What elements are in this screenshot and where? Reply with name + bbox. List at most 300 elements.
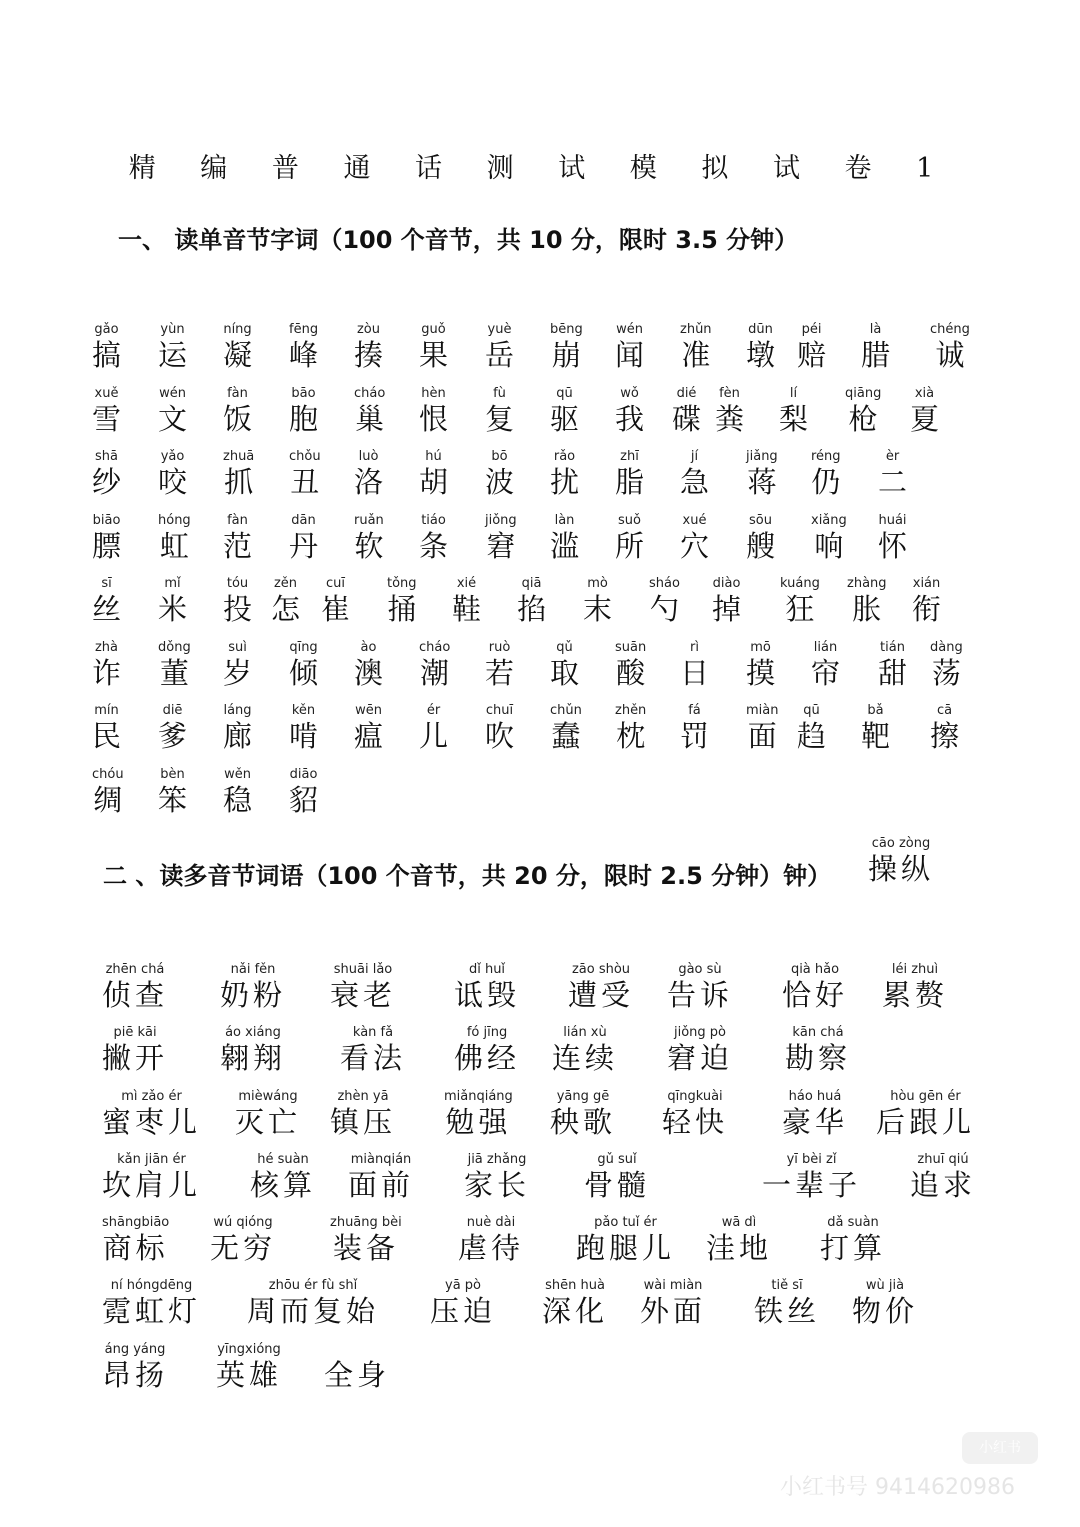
pinyin: zhī: [620, 449, 639, 464]
hanzi: 镇压: [330, 1104, 397, 1139]
pinyin: chǒu: [289, 449, 321, 464]
pinyin: áo xiáng: [225, 1025, 281, 1041]
hanzi: 恨: [419, 401, 449, 436]
pinyin: yǎo: [160, 449, 185, 464]
hanzi: 二: [878, 465, 908, 499]
syllable-entry: [158, 322, 187, 372]
word-entry: [542, 1278, 608, 1328]
syllable-entry: [550, 640, 579, 690]
pinyin: mì zǎo ér: [121, 1088, 182, 1104]
syllable-entry: [930, 322, 970, 372]
word-entry: [330, 962, 396, 1012]
syllable-entry: [92, 322, 121, 372]
pinyin: dǐ huǐ: [468, 962, 506, 977]
syllable-entry: [878, 449, 907, 499]
word-entry: [882, 962, 948, 1012]
syllable-entry: [910, 386, 939, 436]
hanzi: 佛经: [454, 1041, 521, 1076]
hanzi: 诋毁: [454, 978, 521, 1012]
syllable-entry: [485, 640, 514, 690]
hanzi: 脂: [615, 465, 645, 499]
pinyin: xuě: [94, 385, 119, 401]
pinyin: sī: [101, 576, 112, 591]
hanzi: 仍: [811, 465, 841, 499]
pinyin: qū: [803, 703, 820, 718]
pinyin: zhuā: [223, 449, 255, 464]
syllable-entry: [289, 449, 321, 499]
word-entry: [782, 962, 848, 1012]
hanzi: 岁: [223, 655, 253, 690]
pinyin: qǔ: [556, 639, 573, 655]
hanzi: 豪华: [782, 1104, 849, 1139]
pinyin: zěn: [273, 576, 298, 591]
word-entry: [250, 1152, 316, 1202]
hanzi: 稳: [223, 782, 253, 817]
pinyin: chuī: [485, 703, 514, 718]
word-entry: [464, 1152, 530, 1202]
hanzi: 核算: [250, 1167, 317, 1202]
pinyin: zhèn yā: [337, 1088, 389, 1104]
hanzi: 末: [583, 592, 613, 626]
word-entry: [576, 1215, 675, 1265]
syllable-entry: [746, 513, 775, 563]
pinyin: sháo: [649, 576, 680, 591]
pinyin: yī bèi zǐ: [786, 1151, 837, 1167]
pinyin: rì: [690, 639, 699, 655]
pinyin: hú: [425, 449, 442, 464]
pinyin: réng: [811, 449, 841, 464]
pinyin: fēng: [289, 322, 319, 337]
syllable-entry: [485, 449, 514, 499]
syllable-entry: [92, 703, 121, 753]
syllable-entry: [92, 576, 121, 626]
syllable-entry: [354, 513, 384, 563]
pinyin: láng: [223, 703, 252, 718]
word-entry: [876, 1089, 975, 1139]
syllable-entry: [92, 449, 121, 499]
hanzi: 衔: [912, 592, 942, 626]
hanzi: 恰好: [782, 978, 849, 1012]
hanzi: 甜: [878, 655, 908, 690]
pinyin: zhà: [94, 639, 119, 655]
pinyin: dàng: [930, 639, 963, 655]
pinyin: fù: [493, 385, 506, 401]
word-entry: [102, 1089, 201, 1139]
hanzi: 潮: [420, 655, 450, 690]
word-entry: [220, 1025, 286, 1075]
pinyin: hé suàn: [257, 1151, 309, 1167]
syllable-entry: [746, 703, 778, 753]
pinyin: luò: [358, 449, 379, 464]
hanzi: 果: [419, 338, 449, 372]
hanzi: 瘟: [354, 719, 384, 753]
pinyin: háo huá: [788, 1088, 842, 1104]
syllable-entry: [419, 640, 450, 690]
syllable-entry: [354, 703, 383, 753]
pinyin: miànqián: [350, 1151, 412, 1167]
pinyin: áng yáng: [104, 1341, 166, 1357]
syllable-entry: [158, 449, 187, 499]
word-entry: [340, 1025, 406, 1075]
syllable-entry: [615, 640, 646, 690]
syllable-entry: [223, 640, 252, 690]
hanzi: 追求: [910, 1167, 977, 1202]
pinyin: wù jià: [865, 1278, 905, 1294]
pinyin: tiáo: [421, 512, 446, 528]
pinyin: mièwáng: [238, 1088, 298, 1104]
hanzi: 穴: [680, 528, 710, 563]
syllable-entry: [223, 576, 252, 626]
pinyin: yuè: [487, 322, 512, 337]
syllable-entry: [419, 513, 448, 563]
hanzi: 掐: [517, 592, 547, 626]
pinyin: ruò: [488, 639, 511, 655]
pinyin: huái: [878, 512, 907, 528]
syllable-entry: [419, 449, 448, 499]
syllable-entry: [550, 386, 579, 436]
hanzi: 胡: [419, 465, 449, 499]
syllable-entry: [485, 703, 514, 753]
hanzi: 爹: [158, 719, 188, 753]
hanzi: 枪: [848, 401, 878, 436]
hanzi: 巢: [355, 401, 385, 436]
pinyin: mō: [750, 639, 771, 655]
pinyin: zhàng: [847, 576, 887, 591]
syllable-entry: [680, 703, 709, 753]
syllable-entry: [289, 322, 318, 372]
hanzi: 貂: [289, 782, 319, 817]
hanzi: 波: [485, 465, 515, 499]
pinyin: zhōu ér fù shǐ: [268, 1278, 358, 1294]
hanzi: 日: [680, 655, 710, 690]
pinyin: tiě sī: [771, 1278, 803, 1294]
word-entry: [330, 1215, 402, 1265]
hanzi: 丹: [289, 528, 319, 563]
hanzi: 无穷: [210, 1231, 277, 1266]
syllable-entry: [649, 576, 680, 626]
syllable-entry: [779, 386, 808, 436]
hanzi: 周而复始: [247, 1294, 380, 1329]
hanzi: 一辈子: [762, 1167, 862, 1202]
syllable-entry: [92, 767, 124, 817]
word-entry: [852, 1278, 918, 1328]
pinyin: péi: [801, 322, 822, 337]
hanzi: 擦: [930, 719, 960, 753]
pinyin: bāo: [291, 385, 316, 401]
word-entry: [102, 962, 168, 1012]
hanzi: 遭受: [568, 978, 635, 1012]
hanzi: 枕: [616, 719, 646, 753]
syllable-entry: [797, 322, 826, 372]
syllable-entry: [845, 386, 881, 436]
pinyin: lí: [789, 385, 798, 401]
hanzi: 响: [814, 528, 844, 563]
word-entry: [210, 1215, 276, 1265]
hanzi: 灭亡: [235, 1104, 302, 1139]
hanzi: 膘: [92, 528, 122, 563]
hanzi: 面前: [348, 1167, 415, 1202]
hanzi: 条: [419, 528, 449, 563]
pinyin: dǎ suàn: [827, 1215, 879, 1231]
pinyin: gǔ suǐ: [597, 1151, 637, 1167]
hanzi: 连续: [552, 1041, 619, 1076]
syllable-entry: [223, 386, 252, 436]
pinyin: xué: [682, 512, 707, 528]
syllable-entry: [223, 767, 252, 817]
hanzi: 昂扬: [102, 1357, 169, 1392]
syllable-entry: [811, 513, 847, 563]
pinyin: dǒng: [158, 639, 191, 655]
hanzi: 秧歌: [550, 1104, 617, 1139]
hanzi: 跑腿儿: [576, 1231, 676, 1266]
hanzi: 胞: [289, 401, 319, 436]
hanzi: 商标: [102, 1231, 169, 1266]
hanzi: 艘: [746, 528, 776, 563]
word-entry: [910, 1152, 976, 1202]
pinyin: gǎo: [94, 322, 119, 337]
hanzi: 民: [92, 719, 122, 753]
hanzi: 岳: [485, 338, 515, 372]
hanzi: 勉强: [445, 1104, 512, 1139]
syllable-entry: [92, 640, 121, 690]
pinyin: wā dì: [721, 1215, 757, 1231]
watermark-text: 小红书号 9414620986: [780, 1475, 1015, 1500]
pinyin: jiǎng: [746, 449, 778, 464]
pinyin: bō: [491, 449, 508, 464]
pinyin: cā: [936, 703, 953, 718]
syllable-entry: [92, 513, 121, 563]
pinyin: jiā zhǎng: [467, 1151, 527, 1167]
syllable-entry: [746, 640, 775, 690]
pinyin: qīngkuài: [667, 1088, 723, 1104]
syllable-entry: [583, 576, 612, 626]
hanzi: 蠢: [551, 719, 581, 753]
syllable-entry: [223, 513, 252, 563]
hanzi: 运: [158, 338, 188, 372]
word-entry: [552, 1025, 618, 1075]
pinyin: cuī: [326, 576, 345, 591]
pinyin: wěn: [224, 766, 251, 782]
hanzi: 雪: [92, 401, 122, 436]
hanzi: 怀: [878, 528, 908, 563]
hanzi: 窘: [486, 528, 516, 563]
hanzi: 凝: [223, 338, 253, 372]
hanzi: 狂: [785, 592, 815, 626]
hanzi: 洛: [354, 465, 384, 499]
pinyin: bèn: [160, 766, 185, 782]
hanzi: 夏: [910, 401, 940, 436]
syllable-entry: [847, 576, 887, 626]
pinyin: dān: [291, 512, 316, 528]
word-entry: [102, 1215, 169, 1265]
word-entry: [667, 962, 733, 1012]
word-entry: [706, 1215, 772, 1265]
hanzi: 滥: [550, 528, 580, 563]
hanzi: 怎: [271, 592, 301, 626]
pinyin: hèn: [421, 385, 446, 401]
hanzi: 铁丝: [754, 1294, 821, 1329]
pinyin: qià hǎo: [790, 962, 840, 977]
hanzi: 我: [615, 401, 645, 436]
pinyin: xián: [912, 576, 941, 591]
word-entry: [102, 1342, 168, 1392]
pinyin: mò: [587, 576, 608, 591]
word-entry: [667, 1025, 733, 1075]
hanzi: 告诉: [667, 978, 734, 1012]
pinyin: fàn: [227, 512, 248, 528]
pinyin: jí: [690, 449, 699, 464]
pinyin: yā pò: [445, 1278, 481, 1294]
syllable-entry: [811, 449, 841, 499]
pinyin: qīng: [289, 639, 318, 655]
hanzi: 洼地: [706, 1231, 773, 1266]
syllable-entry: [615, 513, 644, 563]
section1-heading: 一、 读单音节字词（100 个音节，共 10 分，限时 3.5 分钟）: [118, 226, 799, 254]
pinyin: là: [869, 322, 882, 337]
hanzi: 奶粉: [220, 978, 287, 1012]
syllable-entry: [930, 640, 963, 690]
pinyin: wén: [616, 322, 643, 337]
pinyin: yùn: [160, 322, 185, 337]
pinyin: èr: [885, 449, 900, 464]
hanzi: 罚: [680, 719, 710, 753]
syllable-entry: [550, 513, 579, 563]
section2-extra-word: [868, 836, 934, 886]
syllable-entry: [158, 640, 191, 690]
pinyin: qiā: [521, 576, 542, 591]
syllable-entry: [861, 322, 890, 372]
pinyin: mín: [94, 703, 119, 718]
syllable-entry: [715, 386, 744, 436]
pinyin: jiǒng pò: [674, 1025, 727, 1041]
word-entry: [220, 962, 286, 1012]
word-entry: [785, 1025, 851, 1075]
syllable-entry: [321, 576, 350, 626]
hanzi: 胀: [852, 592, 882, 626]
word-entry: [348, 1152, 414, 1202]
hanzi: 全身: [324, 1357, 391, 1392]
pinyin: kuáng: [780, 576, 820, 591]
syllable-entry: [223, 703, 252, 753]
hanzi: 搞: [92, 338, 122, 372]
pinyin: bǎ: [867, 703, 884, 718]
pinyin: wǒ: [620, 385, 639, 401]
pinyin: xià: [914, 385, 935, 401]
syllable-entry: [289, 640, 318, 690]
pinyin: mǐ: [164, 576, 181, 591]
pinyin: chóu: [92, 766, 124, 782]
pinyin: wēn: [355, 703, 382, 718]
hanzi: 窘迫: [667, 1041, 734, 1076]
section2-heading: 二 、读多音节词语（100 个音节，共 20 分，限时 2.5 分钟）钟）: [103, 862, 832, 890]
pinyin: guǒ: [421, 322, 446, 337]
pinyin: miàn: [746, 703, 779, 718]
pinyin: hòu gēn ér: [890, 1088, 961, 1104]
word-entry: [754, 1278, 820, 1328]
pinyin: hóng: [158, 512, 191, 528]
hanzi: 准: [681, 338, 711, 372]
hanzi: 饭: [223, 401, 253, 436]
hanzi: 赔: [797, 338, 827, 372]
hanzi: 复: [485, 401, 515, 436]
hanzi: 趋: [797, 719, 827, 753]
pinyin: zòu: [356, 322, 381, 337]
hanzi: 虹: [159, 528, 189, 563]
pinyin: pǎo tuǐ ér: [594, 1215, 657, 1231]
pinyin: diào: [712, 576, 741, 591]
hanzi: 侦查: [102, 978, 169, 1012]
word-entry: [454, 1025, 520, 1075]
hanzi: 投: [223, 592, 253, 626]
pinyin: cāo zòng: [871, 836, 931, 851]
pinyin: ní hóngdēng: [110, 1278, 193, 1294]
syllable-entry: [712, 576, 741, 626]
word-entry: [568, 962, 634, 1012]
syllable-entry: [912, 576, 941, 626]
hanzi: 虐待: [458, 1231, 525, 1266]
hanzi: 家长: [464, 1167, 531, 1202]
pinyin: nǎi fěn: [230, 962, 276, 977]
hanzi: 打算: [820, 1231, 887, 1266]
syllable-entry: [289, 703, 318, 753]
pinyin: cháo: [419, 639, 451, 655]
syllable-entry: [223, 322, 252, 372]
hanzi: 廊: [223, 719, 253, 753]
hanzi: 丝: [92, 592, 122, 626]
syllable-entry: [615, 322, 644, 372]
syllable-entry: [878, 513, 907, 563]
word-entry: [662, 1089, 728, 1139]
pinyin: piē kāi: [113, 1025, 157, 1041]
hanzi: 诈: [92, 655, 122, 690]
hanzi: 闻: [615, 338, 645, 372]
syllable-entry: [354, 449, 383, 499]
pinyin: léi zhuì: [891, 962, 939, 977]
hanzi: 驱: [550, 401, 580, 436]
pinyin: fó jīng: [466, 1025, 508, 1041]
pinyin: kàn fǎ: [352, 1025, 394, 1041]
word-entry: [102, 1152, 201, 1202]
pinyin: [324, 1342, 390, 1358]
word-entry: [454, 962, 520, 1012]
hanzi: 酸: [616, 655, 646, 690]
hanzi: 轻快: [662, 1104, 729, 1139]
pinyin: níng: [223, 322, 252, 337]
hanzi: 咬: [158, 465, 188, 499]
syllable-entry: [354, 386, 385, 436]
syllable-entry: [680, 513, 709, 563]
pinyin: nuè dài: [466, 1215, 516, 1231]
pinyin: bēng: [550, 322, 583, 337]
hanzi: 笨: [158, 782, 188, 817]
hanzi: 丑: [290, 465, 320, 499]
pinyin: zhuī qiú: [917, 1151, 969, 1167]
pinyin: gào sù: [678, 962, 722, 977]
pinyin: fàn: [227, 385, 248, 401]
word-entry: [247, 1278, 379, 1328]
syllable-entry: [680, 322, 712, 372]
hanzi: 揍: [354, 338, 384, 372]
pinyin: shāngbiāo: [102, 1215, 170, 1231]
pinyin: ér: [426, 703, 441, 718]
word-entry: [444, 1089, 513, 1139]
pinyin: jiǒng: [485, 512, 517, 528]
pinyin: zhuāng bèi: [330, 1215, 402, 1231]
pinyin: kěn: [291, 703, 316, 718]
hanzi: 骨髓: [584, 1167, 651, 1202]
pinyin: tóu: [226, 576, 249, 591]
syllable-entry: [746, 322, 775, 372]
